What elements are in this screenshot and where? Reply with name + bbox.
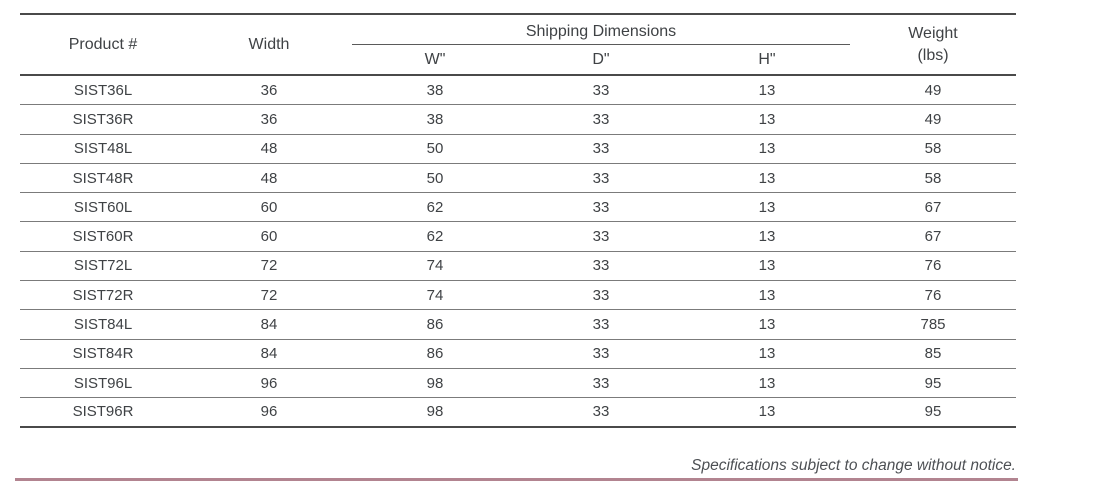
cell-shipping-h: 13 bbox=[758, 81, 776, 99]
cell-product: SIST48R bbox=[72, 169, 134, 187]
cell-width: 36 bbox=[260, 81, 278, 99]
cell-shipping-w: 62 bbox=[426, 228, 444, 246]
table-row bbox=[20, 310, 1016, 339]
cell-width: 72 bbox=[260, 286, 278, 304]
shipping-spec-table bbox=[20, 13, 1016, 428]
cell-weight: 785 bbox=[920, 316, 946, 334]
cell-shipping-d: 33 bbox=[592, 403, 610, 421]
cell-product: SIST96L bbox=[73, 374, 133, 392]
cell-width: 60 bbox=[260, 228, 278, 246]
cell-shipping-w: 98 bbox=[426, 374, 444, 392]
cell-shipping-d: 33 bbox=[592, 110, 610, 128]
cell-shipping-h: 13 bbox=[758, 110, 776, 128]
cell-product: SIST72L bbox=[73, 257, 133, 275]
column-header-w: W" bbox=[424, 50, 446, 68]
cell-weight: 58 bbox=[924, 169, 942, 187]
table-row bbox=[20, 369, 1016, 398]
cell-product: SIST72R bbox=[72, 286, 134, 304]
table-row bbox=[20, 76, 1016, 105]
cell-width: 96 bbox=[260, 403, 278, 421]
cell-width: 72 bbox=[260, 257, 278, 275]
cell-weight: 49 bbox=[924, 110, 942, 128]
table-body bbox=[20, 76, 1016, 428]
cell-product: SIST84L bbox=[73, 316, 133, 334]
cell-shipping-w: 62 bbox=[426, 198, 444, 216]
cell-shipping-d: 33 bbox=[592, 140, 610, 158]
cell-weight: 76 bbox=[924, 286, 942, 304]
cell-shipping-d: 33 bbox=[592, 374, 610, 392]
table-row bbox=[20, 398, 1016, 427]
cell-width: 84 bbox=[260, 345, 278, 363]
cell-shipping-h: 13 bbox=[758, 345, 776, 363]
cell-weight: 49 bbox=[924, 81, 942, 99]
cell-weight: 85 bbox=[924, 345, 942, 363]
cell-shipping-d: 33 bbox=[592, 198, 610, 216]
table-row bbox=[20, 164, 1016, 193]
cell-shipping-h: 13 bbox=[758, 403, 776, 421]
cell-shipping-w: 38 bbox=[426, 81, 444, 99]
cell-weight: 95 bbox=[924, 374, 942, 392]
cell-product: SIST36R bbox=[72, 110, 134, 128]
cell-shipping-w: 86 bbox=[426, 345, 444, 363]
table-row bbox=[20, 340, 1016, 369]
cell-shipping-w: 86 bbox=[426, 316, 444, 334]
table-row bbox=[20, 222, 1016, 251]
cell-shipping-w: 98 bbox=[426, 403, 444, 421]
column-header-weight-line2: (lbs) bbox=[917, 46, 949, 64]
column-header-weight bbox=[850, 15, 1016, 74]
cell-shipping-w: 50 bbox=[426, 169, 444, 187]
cell-shipping-d: 33 bbox=[592, 345, 610, 363]
cell-width: 96 bbox=[260, 374, 278, 392]
cell-product: SIST36L bbox=[73, 81, 133, 99]
cell-shipping-d: 33 bbox=[592, 316, 610, 334]
cell-weight: 67 bbox=[924, 228, 942, 246]
bottom-accent-rule bbox=[15, 478, 1018, 481]
cell-shipping-w: 50 bbox=[426, 140, 444, 158]
table-row bbox=[20, 252, 1016, 281]
column-header-h: H" bbox=[758, 50, 776, 68]
cell-shipping-h: 13 bbox=[758, 374, 776, 392]
table-header bbox=[20, 13, 1016, 76]
table-row bbox=[20, 281, 1016, 310]
cell-shipping-h: 13 bbox=[758, 140, 776, 158]
cell-shipping-w: 74 bbox=[426, 286, 444, 304]
cell-shipping-h: 13 bbox=[758, 286, 776, 304]
cell-width: 36 bbox=[260, 110, 278, 128]
table-row bbox=[20, 135, 1016, 164]
cell-weight: 76 bbox=[924, 257, 942, 275]
cell-weight: 95 bbox=[924, 403, 942, 421]
cell-shipping-d: 33 bbox=[592, 286, 610, 304]
cell-shipping-h: 13 bbox=[758, 228, 776, 246]
table-row bbox=[20, 193, 1016, 222]
cell-product: SIST84R bbox=[72, 345, 134, 363]
cell-shipping-h: 13 bbox=[758, 257, 776, 275]
cell-width: 60 bbox=[260, 198, 278, 216]
cell-shipping-h: 13 bbox=[758, 316, 776, 334]
cell-shipping-d: 33 bbox=[592, 81, 610, 99]
cell-shipping-d: 33 bbox=[592, 257, 610, 275]
cell-product: SIST60R bbox=[72, 228, 134, 246]
cell-shipping-w: 74 bbox=[426, 257, 444, 275]
cell-weight: 58 bbox=[924, 140, 942, 158]
cell-product: SIST48L bbox=[73, 140, 133, 158]
cell-shipping-d: 33 bbox=[592, 228, 610, 246]
column-header-d: D" bbox=[592, 50, 610, 68]
cell-shipping-d: 33 bbox=[592, 169, 610, 187]
footer-disclaimer: Specifications subject to change without notice. bbox=[691, 457, 1016, 474]
column-header-product: Product # bbox=[68, 35, 138, 53]
cell-width: 84 bbox=[260, 316, 278, 334]
cell-width: 48 bbox=[260, 169, 278, 187]
column-header-weight-line1: Weight bbox=[908, 24, 958, 42]
column-group-header-shipping-dimensions: Shipping Dimensions bbox=[352, 15, 850, 45]
cell-product: SIST60L bbox=[73, 198, 133, 216]
cell-weight: 67 bbox=[924, 198, 942, 216]
cell-shipping-h: 13 bbox=[758, 198, 776, 216]
column-header-width: Width bbox=[248, 35, 290, 53]
cell-product: SIST96R bbox=[72, 403, 134, 421]
cell-shipping-h: 13 bbox=[758, 169, 776, 187]
cell-shipping-w: 38 bbox=[426, 110, 444, 128]
cell-width: 48 bbox=[260, 140, 278, 158]
table-row bbox=[20, 105, 1016, 134]
